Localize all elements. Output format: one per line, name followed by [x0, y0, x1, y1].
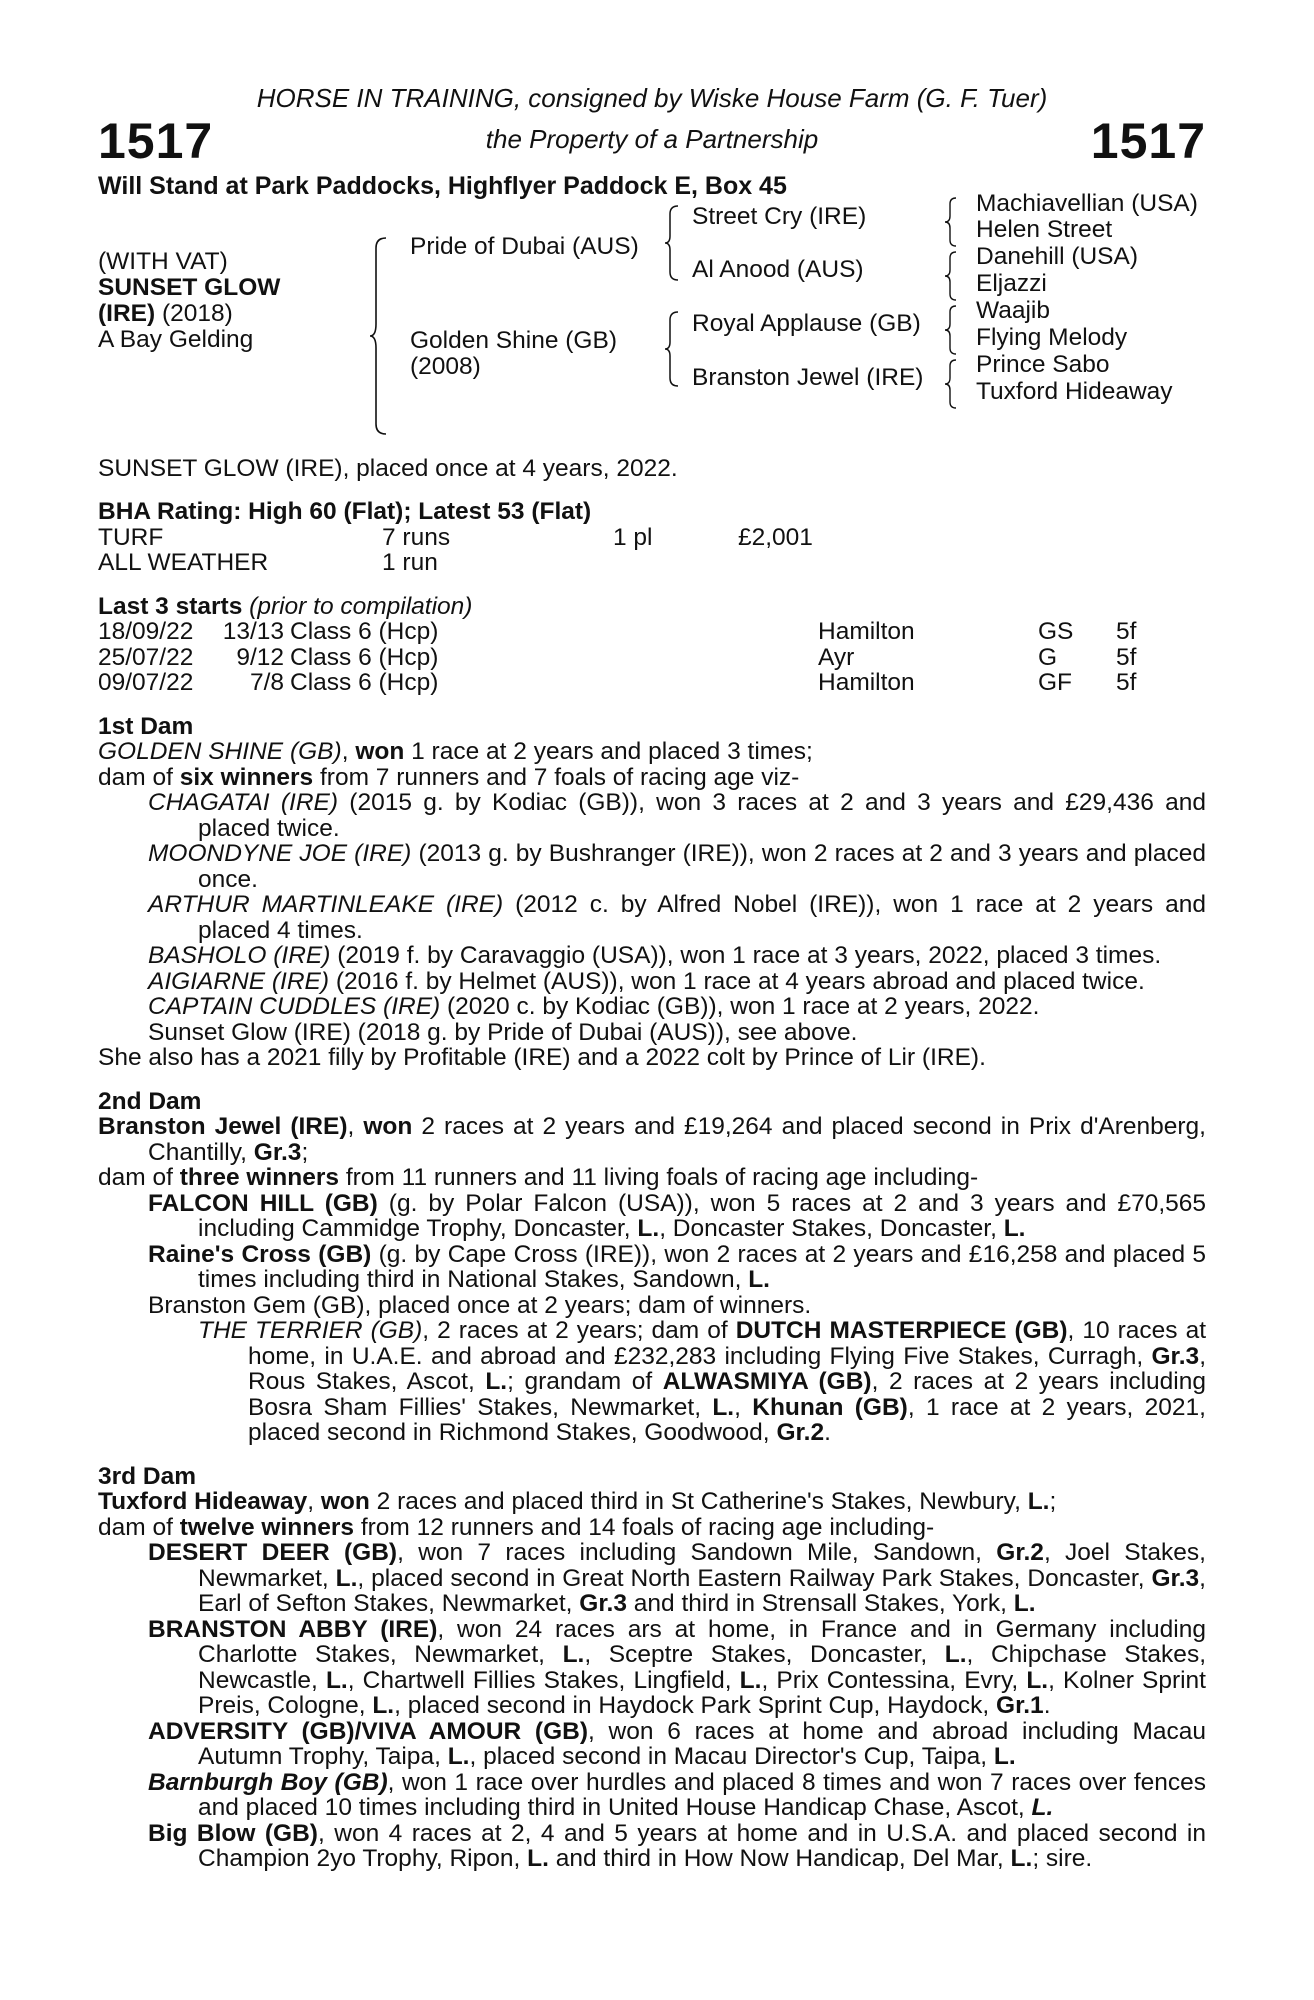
first-dam-record: GOLDEN SHINE (GB), won 1 race at 2 years and placed 3 times;: [98, 738, 813, 765]
third-dam-produce-intro: dam of twelve winners from 12 runners and 14 foals of racing age including-: [98, 1513, 935, 1541]
produce-entry: FALCON HILL (GB) (g. by Polar Falcon (USA)), won 5 races at 2 and 3 years and £70,565 including Cammidge Trophy, Doncaster, L., Doncaster Stakes, Doncaster, L.: [148, 1189, 1206, 1242]
second-dam-section: [98, 1089, 1206, 1446]
rating-row-turf: TURF 7 runs 1 pl £2,001: [98, 523, 813, 551]
third-dam-record: Tuxford Hideaway, won 2 races and placed third in St Catherine's Stakes, Newbury, L.;: [98, 1488, 1057, 1515]
dam-dam: Branston Jewel (IRE): [692, 363, 924, 391]
rating-heading: BHA Rating: High 60 (Flat); Latest 53 (Flat): [98, 498, 592, 525]
produce-entry: Sunset Glow (IRE) (2018 g. by Pride of Dubai (AUS)), see above.: [148, 1018, 858, 1046]
sire-sire: Street Cry (IRE): [692, 202, 867, 230]
stand-location: Will Stand at Park Paddocks, Highflyer Paddock E, Box 45: [98, 172, 787, 200]
sire-dam: Al Anood (AUS): [692, 255, 864, 283]
ggp-2: Helen Street: [976, 215, 1113, 243]
third-dam-heading: 3rd Dam: [98, 1462, 197, 1490]
horse-description: A Bay Gelding: [98, 325, 254, 353]
start-row: 25/07/22 9/12 Class 6 (Hcp) Ayr G 5f: [98, 643, 1137, 671]
second-dam-heading: 2nd Dam: [98, 1087, 202, 1115]
ggp-brace-4: [944, 358, 960, 410]
pedigree-table: [98, 189, 1206, 444]
horse-name: SUNSET GLOW: [98, 273, 281, 301]
produce-entry: BRANSTON ABBY (IRE), won 24 races ars at home, in France and in Germany including Charlotte Stakes, Newmarket, L., Sceptre Stakes, Doncaster, L., Chipchase Stakes, Newcastle, L., Chartwell Fillies Stakes, Lingfield, L., Prix Contessina, Evry, L., Kolner Sprint Preis, Cologne, L., placed second in Haydock Park Sprint Cup, Haydock, Gr.1.: [148, 1615, 1206, 1719]
lot-header: [98, 83, 1206, 169]
vat-note: (WITH VAT): [98, 247, 228, 275]
produce-entry: BASHOLO (IRE) (2019 f. by Caravaggio (USA)), won 1 race at 3 years, 2022, placed 3 times.: [148, 942, 1162, 969]
last-starts-section: [98, 594, 1206, 696]
produce-entry: Big Blow (GB), won 4 races at 2, 4 and 5 years at home and in U.S.A. and placed second in Champion 2yo Trophy, Ripon, L. and third in How Now Handicap, Del Mar, L.; sire.: [148, 1819, 1207, 1872]
ggp-3: Danehill (USA): [976, 242, 1139, 270]
produce-entry: Barnburgh Boy (GB), won 1 race over hurdles and placed 8 times and won 7 races over fences and placed 10 times including third in United House Handicap Chase, Ascot, L.: [148, 1768, 1206, 1821]
ggp-6: Flying Melody: [976, 323, 1128, 351]
start-row: 09/07/22 7/8 Class 6 (Hcp) Hamilton GF 5f: [98, 669, 1137, 696]
produce-entry: Raine's Cross (GB) (g. by Cape Cross (IRE)), won 2 races at 2 years and £16,258 and placed 5 times including third in National Stakes, Sandown, L.: [148, 1240, 1207, 1293]
third-dam-section: [98, 1464, 1206, 1872]
last-starts-heading: Last 3 starts (prior to compilation): [98, 592, 473, 620]
ggp-brace-2: [944, 250, 960, 302]
ggp-8: Tuxford Hideaway: [976, 377, 1173, 405]
produce-entry: Branston Gem (GB), placed once at 2 years; dam of winners.: [148, 1291, 812, 1319]
produce-entry: AIGIARNE (IRE) (2016 f. by Helmet (AUS)), won 1 race at 4 years abroad and placed twice.: [148, 967, 1145, 995]
produce-entry: DESERT DEER (GB), won 7 races including Sandown Mile, Sandown, Gr.2, Joel Stakes, Newmarket, L., placed second in Great North Eastern Railway Park Stakes, Doncaster, Gr.3, Earl of Sefton Stakes, Newmarket, Gr.3 and third in Strensall Stakes, York, L.: [148, 1539, 1206, 1617]
ggp-4: Eljazzi: [976, 269, 1047, 297]
main-brace: [368, 236, 390, 436]
produce-entry: THE TERRIER (GB), 2 races at 2 years; dam of DUTCH MASTERPIECE (GB), 10 races at home, in U.A.E. and abroad and £232,283 including Flying Five Stakes, Curragh, Gr.3, Rous Stakes, Ascot, L.; grandam of ALWASMIYA (GB), 2 races at 2 years including Bosra Sham Fillies' Stakes, Newmarket, L., Khunan (GB), 1 race at 2 years, 2021, placed second in Richmond Stakes, Goodwood, Gr.2.: [198, 1317, 1206, 1446]
produce-entry: CAPTAIN CUDDLES (IRE) (2020 c. by Kodiac (GB)), won 1 race at 2 years, 2022.: [148, 993, 1040, 1020]
horse-name-line2: (IRE) (2018): [98, 299, 233, 327]
sire-brace: [664, 204, 682, 282]
second-dam-produce-intro: dam of three winners from 11 runners and 11 living foals of racing age including-: [98, 1164, 979, 1191]
dam-brace: [664, 310, 682, 388]
dam-year: (2008): [410, 352, 481, 380]
produce-entry: ADVERSITY (GB)/VIVA AMOUR (GB), won 6 races at home and abroad including Macau Autumn Trophy, Taipa, L., placed second in Macau Director's Cup, Taipa, L.: [148, 1717, 1206, 1770]
produce-note: She also has a 2021 filly by Profitable (IRE) and a 2022 colt by Prince of Lir (IRE).: [98, 1044, 986, 1071]
ggp-5: Waajib: [976, 296, 1050, 324]
dam: Golden Shine (GB): [410, 326, 617, 354]
second-dam-record: Branston Jewel (IRE), won 2 races at 2 years and £19,264 and placed second in Prix d'Arenberg, Chantilly, Gr.3;: [98, 1113, 1206, 1166]
ggp-brace-1: [944, 196, 960, 248]
dam-sire: Royal Applause (GB): [692, 309, 921, 337]
summary-line: SUNSET GLOW (IRE), placed once at 4 years, 2022.: [98, 454, 678, 482]
rating-row-aw: ALL WEATHER 1 run: [98, 549, 438, 576]
start-row: 18/09/22 13/13 Class 6 (Hcp) Hamilton GS 5f: [98, 618, 1137, 645]
first-dam-produce-intro: dam of six winners from 7 runners and 7 foals of racing age viz-: [98, 763, 800, 791]
lot-number-left: 1517: [98, 113, 214, 169]
lot-number-right: 1517: [1090, 113, 1206, 169]
produce-entry: ARTHUR MARTINLEAKE (IRE) (2012 c. by Alfred Nobel (IRE)), won 1 race at 2 years and placed 4 times.: [148, 891, 1206, 944]
first-dam-heading: 1st Dam: [98, 712, 194, 740]
consignor-line: HORSE IN TRAINING, consigned by Wiske House Farm (G. F. Tuer): [256, 83, 1048, 113]
produce-entry: CHAGATAI (IRE) (2015 g. by Kodiac (GB)), won 3 races at 2 and 3 years and £29,436 and placed twice.: [148, 789, 1206, 842]
rating-section: [98, 499, 1206, 576]
produce-entry: MOONDYNE JOE (IRE) (2013 g. by Bushranger (IRE)), won 2 races at 2 and 3 years and placed once.: [148, 840, 1206, 893]
first-dam-section: [98, 714, 1206, 1071]
ggp-brace-3: [944, 304, 960, 356]
ggp-1: Machiavellian (USA): [976, 189, 1198, 217]
catalogue-page: [98, 83, 1207, 1872]
sire: Pride of Dubai (AUS): [410, 232, 639, 260]
ggp-7: Prince Sabo: [976, 350, 1110, 378]
property-line: the Property of a Partnership: [485, 124, 819, 154]
